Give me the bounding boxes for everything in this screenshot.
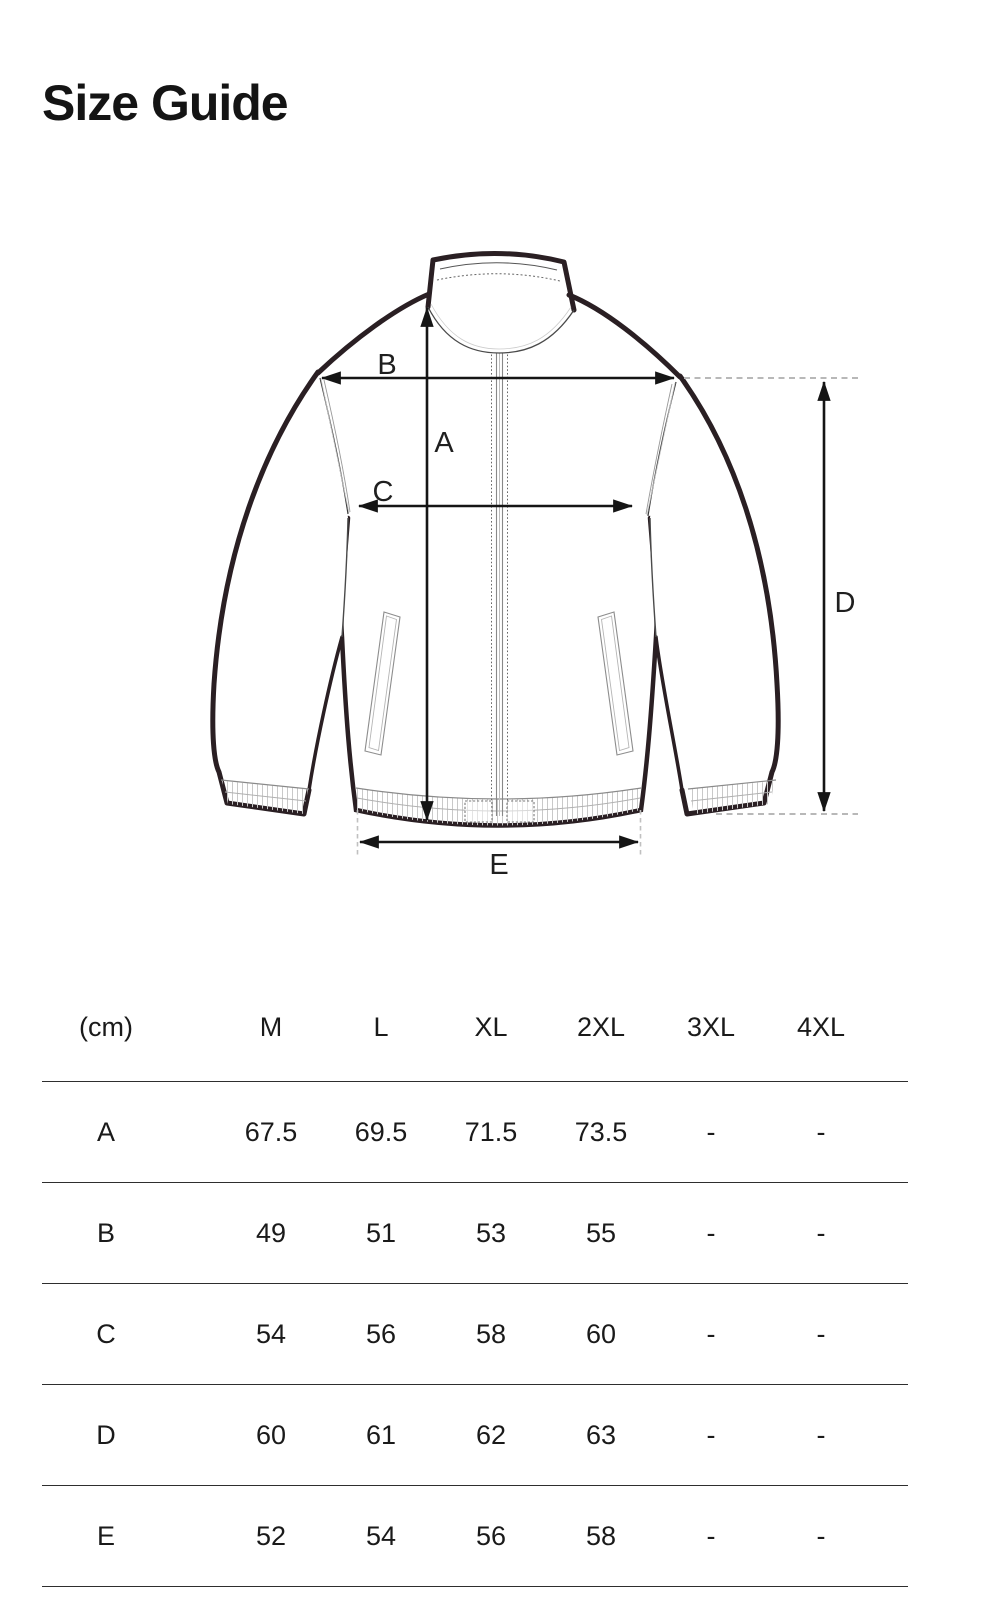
table-row-c xyxy=(42,1283,908,1384)
jacket-sleeve-left xyxy=(213,372,348,814)
value-cell: 54 xyxy=(255,1318,287,1349)
value-cell: 53 xyxy=(475,1217,507,1248)
value-cell: - xyxy=(706,1318,716,1349)
dim-label-e: E xyxy=(489,849,509,881)
value-cell: 69.5 xyxy=(354,1116,408,1147)
value-cell: 62 xyxy=(475,1419,507,1450)
value-cell: 60 xyxy=(585,1318,617,1349)
row-label: D xyxy=(96,1419,116,1450)
size-header-2xl: 2XL xyxy=(576,1011,626,1042)
row-label: C xyxy=(96,1318,116,1349)
dim-label-a: A xyxy=(434,427,454,459)
table-header-row xyxy=(42,973,908,1081)
value-cell: 61 xyxy=(365,1419,397,1450)
value-cell: - xyxy=(816,1520,826,1551)
dim-label-c: C xyxy=(372,476,394,508)
row-label: E xyxy=(96,1520,115,1551)
value-cell: - xyxy=(816,1318,826,1349)
table-row-d xyxy=(42,1384,908,1485)
value-cell: 71.5 xyxy=(464,1116,518,1147)
value-cell: - xyxy=(816,1419,826,1450)
row-label: A xyxy=(96,1116,115,1147)
size-header-3xl: 3XL xyxy=(686,1011,736,1042)
size-table xyxy=(42,973,908,1587)
value-cell: - xyxy=(706,1116,716,1147)
value-cell: 67.5 xyxy=(244,1116,298,1147)
value-cell: 63 xyxy=(585,1419,617,1450)
value-cell: 51 xyxy=(365,1217,397,1248)
size-header-xl: XL xyxy=(474,1011,508,1042)
value-cell: 56 xyxy=(365,1318,397,1349)
value-cell: 49 xyxy=(255,1217,287,1248)
jacket-sleeve-right xyxy=(650,376,778,814)
value-cell: - xyxy=(706,1419,716,1450)
value-cell: 52 xyxy=(255,1520,287,1551)
value-cell: - xyxy=(706,1217,716,1248)
size-header-m: M xyxy=(259,1011,283,1042)
row-label: B xyxy=(96,1217,115,1248)
table-row-a xyxy=(42,1081,908,1182)
value-cell: 55 xyxy=(585,1217,617,1248)
table-row-e xyxy=(42,1485,908,1587)
value-cell: - xyxy=(706,1520,716,1551)
dim-label-b: B xyxy=(377,349,397,381)
jacket-size-diagram xyxy=(0,200,1000,900)
size-header-l: L xyxy=(373,1011,389,1042)
dim-label-d: D xyxy=(834,587,856,619)
value-cell: - xyxy=(816,1116,826,1147)
value-cell: - xyxy=(816,1217,826,1248)
value-cell: 56 xyxy=(475,1520,507,1551)
value-cell: 58 xyxy=(475,1318,507,1349)
size-header-4xl: 4XL xyxy=(796,1011,846,1042)
unit-header: (cm) xyxy=(79,1011,133,1042)
table-row-b xyxy=(42,1182,908,1283)
value-cell: 58 xyxy=(585,1520,617,1551)
page-title: Size Guide xyxy=(42,75,288,131)
value-cell: 73.5 xyxy=(574,1116,628,1147)
value-cell: 54 xyxy=(365,1520,397,1551)
value-cell: 60 xyxy=(255,1419,287,1450)
